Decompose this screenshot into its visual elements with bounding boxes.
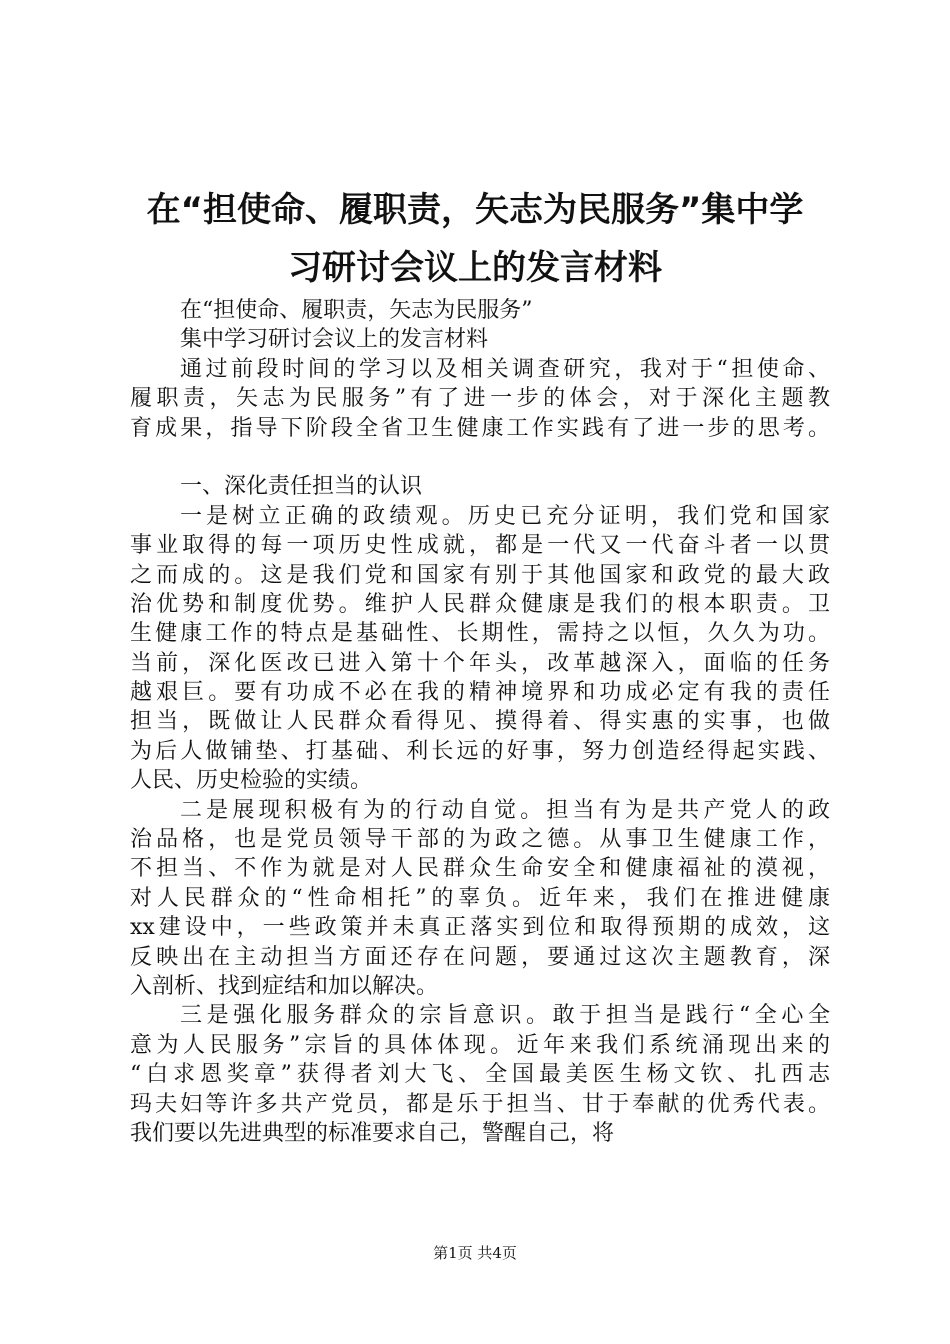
section-heading: 一、深化责任担当的认识 [180, 474, 423, 500]
paragraph-line: 三是强化服务群众的宗旨意识。敢于担当是践行“全心全 [180, 1003, 830, 1029]
paragraph-line: 之而成的。这是我们党和国家有别于其他国家和政党的最大政 [130, 562, 830, 588]
paragraph-line: 治优势和制度优势。维护人民群众健康是我们的根本职责。卫 [130, 591, 830, 617]
paragraph-line: 玛夫妇等许多共产党员，都是乐于担当、甘于奉献的优秀代表。 [130, 1091, 830, 1117]
paragraph-line: 履职责，矢志为民服务”有了进一步的体会，对于深化主题教 [130, 386, 830, 412]
paragraph-line: 意为人民服务”宗旨的具体体现。近年来我们系统涌现出来的 [130, 1032, 830, 1058]
paragraph-line: 育成果，指导下阶段全省卫生健康工作实践有了进一步的思考。 [130, 415, 830, 441]
paragraph-line: 担当，既做让人民群众看得见、摸得着、得实惠的实事，也做 [130, 709, 830, 735]
paragraph-line: 对人民群众的“性命相托”的辜负。近年来，我们在推进健康 [130, 885, 830, 911]
blank-line [130, 443, 830, 472]
document-body [130, 296, 830, 1148]
paragraph-line: “白求恩奖章”获得者刘大飞、全国最美医生杨文钦、扎西志 [130, 1062, 830, 1088]
paragraph-line: 反映出在主动担当方面还存在问题，要通过这次主题教育，深 [130, 944, 830, 970]
subtitle-line: 在“担使命、履职责，矢志为民服务” [180, 298, 533, 323]
paragraph-line: 当前，深化医改已进入第十个年头，改革越深入，面临的任务 [130, 650, 830, 676]
paragraph-line: 治品格，也是党员领导干部的为政之德。从事卫生健康工作， [130, 827, 830, 853]
paragraph-line: 入剖析、找到症结和加以解决。 [130, 973, 439, 999]
paragraph-line: 事业取得的每一项历史性成就，都是一代又一代奋斗者一以贯 [130, 533, 830, 559]
paragraph-line: xx建设中，一些政策并未真正落实到位和取得预期的成效，这 [130, 915, 830, 941]
page-number-footer: 第1页 共4页 [433, 1244, 517, 1262]
paragraph-line: 人民、历史检验的实绩。 [130, 768, 373, 794]
subtitle-line: 集中学习研讨会议上的发言材料 [180, 327, 489, 353]
paragraph-line: 越艰巨。要有功成不必在我的精神境界和功成必定有我的责任 [130, 680, 830, 706]
paragraph-line: 为后人做铺垫、打基础、利长远的好事，努力创造经得起实践、 [130, 738, 830, 764]
paragraph-line: 二是展现积极有为的行动自觉。担当有为是共产党人的政 [180, 797, 830, 823]
paragraph-line: 不担当、不作为就是对人民群众生命安全和健康福祉的漠视， [130, 856, 830, 882]
paragraph-line: 一是树立正确的政绩观。历史已充分证明，我们党和国家 [180, 503, 830, 529]
paragraph-line: 我们要以先进典型的标准要求自己，警醒自己，将 [130, 1120, 615, 1146]
document-title-line-1: 在“担使命、履职责，矢志为民服务”集中学 [146, 190, 804, 230]
paragraph-line: 通过前段时间的学习以及相关调查研究，我对于“担使命、 [180, 356, 830, 382]
paragraph-line: 生健康工作的特点是基础性、长期性，需持之以恒，久久为功。 [130, 621, 830, 647]
document-title-line-2: 习研讨会议上的发言材料 [288, 248, 662, 288]
